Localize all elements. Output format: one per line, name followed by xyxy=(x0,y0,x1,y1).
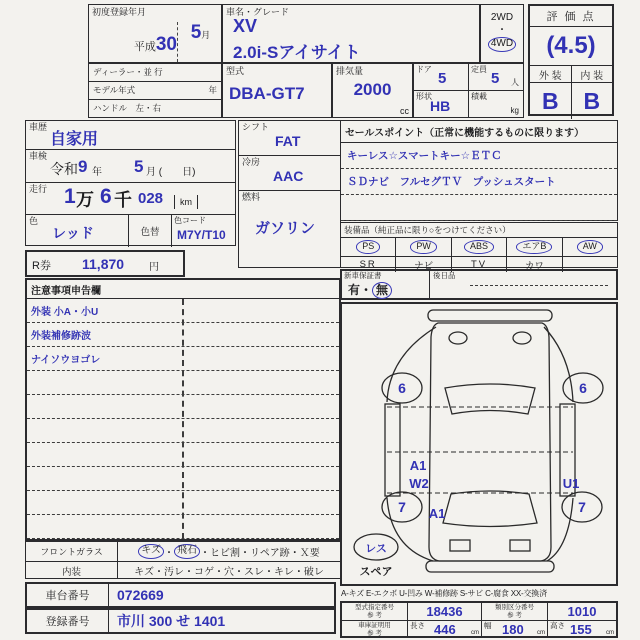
mileage-d1: 1 xyxy=(64,185,76,208)
car-model: XV xyxy=(233,16,258,36)
sales-point-line: キーレス☆スマートキー☆ＥＴＣ xyxy=(347,150,502,162)
ac-value: AAC xyxy=(273,168,304,184)
notes-panel xyxy=(25,278,341,541)
windshield-label: フロントガラス xyxy=(26,542,118,561)
warranty-box xyxy=(340,269,618,300)
interior-cond-label: 内装 xyxy=(26,562,118,579)
history-value: 自家用 xyxy=(50,131,99,148)
tire-depth-rl: 7 xyxy=(398,499,406,515)
capacity-value: 5 xyxy=(491,70,500,87)
left-front-fender xyxy=(387,327,436,402)
dealer-rows-box xyxy=(88,63,222,118)
sales-points-title: セールスポイント（正常に機能するものに限ります） xyxy=(341,121,617,143)
equip-tv: TV xyxy=(452,257,507,272)
rear-bumper xyxy=(426,561,554,572)
type-designation-value: 18436 xyxy=(408,603,482,620)
car-top-view-diagram xyxy=(342,304,616,584)
width-unit: cm xyxy=(537,630,545,636)
mileage-d2: 6 xyxy=(100,185,112,208)
warranty-label: 新車保証書 xyxy=(344,271,382,280)
damage-mark-a1-lower: A1 xyxy=(428,506,446,521)
notes-line: 外装 小A・小U xyxy=(31,307,99,318)
reference-table xyxy=(340,601,618,638)
notes-line: 外装補修跡波 xyxy=(31,331,91,342)
class-number-value: 1010 xyxy=(567,604,597,619)
score-box xyxy=(528,4,614,116)
car-body-outline xyxy=(429,323,551,561)
drive-2wd: 2WD xyxy=(490,12,514,23)
displacement-value: 2000 xyxy=(353,80,392,99)
mileage-unit: km xyxy=(174,195,198,209)
first-registration-label: 初度登録年月 xyxy=(92,7,147,17)
spare-less-badge: レス xyxy=(365,543,387,555)
sales-point-empty-line xyxy=(341,195,617,221)
interior-cond-value: キズ・汚レ・コゲ・穴・スレ・キレ・破レ xyxy=(134,567,324,578)
damage-diagram-panel xyxy=(340,302,618,586)
shape-label: 形状 xyxy=(416,92,432,101)
type-designation-sublabel: 参 考 xyxy=(367,611,382,619)
rear-window-shape xyxy=(443,491,537,527)
left-rear-fender xyxy=(387,498,433,561)
chassis-number-box xyxy=(25,582,336,608)
drive-dot: ・ xyxy=(497,24,507,36)
registration-number-box xyxy=(25,608,336,634)
length-unit: cm xyxy=(471,630,479,636)
notes-line: ナイソウヨゴレ xyxy=(31,355,101,366)
doors-label: ドア xyxy=(416,65,432,74)
right-front-fender xyxy=(544,327,573,402)
registration-number-label: 登録番号 xyxy=(27,610,109,632)
inspection-era: 令和 xyxy=(50,161,78,177)
interior-grade: B xyxy=(583,87,601,114)
drive-type-box xyxy=(480,4,524,63)
r-ticket-label: R券 xyxy=(32,260,51,272)
reg-year: 30 xyxy=(155,34,177,55)
car-name-box xyxy=(222,4,480,63)
chassis-number-value: 072669 xyxy=(117,587,164,603)
shape-value: HB xyxy=(430,98,451,114)
vehicle-info-panel xyxy=(25,120,236,246)
height-value: 155 xyxy=(570,622,592,637)
width-value: 180 xyxy=(502,622,524,637)
payload-label: 積載 xyxy=(471,92,487,101)
handle-row: ハンドル 左・右 xyxy=(93,103,162,113)
first-registration-box xyxy=(88,4,222,63)
equip-sr: SR xyxy=(341,257,396,272)
reg-month-unit: 月 xyxy=(201,30,211,40)
car-name-label: 車名・グレード xyxy=(226,7,290,17)
left-taillight xyxy=(450,540,470,551)
right-taillight xyxy=(510,540,530,551)
later-items-blank-line xyxy=(470,285,608,286)
equip-aw-circled: AW xyxy=(577,240,603,253)
color-change-label: 色替 xyxy=(129,215,172,247)
model-code-box xyxy=(222,63,332,118)
width-label: 幅 xyxy=(484,621,492,630)
drivetrain-box xyxy=(238,120,341,268)
ac-label: 冷房 xyxy=(242,157,261,167)
condition-box xyxy=(25,541,341,579)
car-grade: 2.0i-Sアイサイト xyxy=(233,43,361,62)
displacement-label: 排気量 xyxy=(336,66,364,76)
drive-4wd-circled: 4WD xyxy=(488,37,516,52)
tire-depth-fr: 6 xyxy=(579,380,587,396)
inspection-label: 車検 xyxy=(29,151,48,161)
model-year-label: モデル年式 xyxy=(93,85,136,95)
sales-points-panel xyxy=(340,120,618,221)
damage-mark-u1: U1 xyxy=(562,476,580,491)
door-capacity-grid xyxy=(413,63,524,118)
front-bumper xyxy=(428,310,552,321)
model-code-value: DBA-GT7 xyxy=(229,84,305,103)
warranty-dot: ・ xyxy=(360,283,373,297)
capacity-unit: 人 xyxy=(511,78,519,87)
tire-depth-fl: 6 xyxy=(398,380,406,396)
registration-number-value: 市川 300 せ 1401 xyxy=(117,613,226,629)
shift-value: FAT xyxy=(275,133,301,149)
spare-label: スペア xyxy=(359,566,393,578)
color-value: レッド xyxy=(52,225,94,241)
history-label: 車歴 xyxy=(29,122,48,132)
r-ticket-unit: 円 xyxy=(149,262,159,273)
right-mirror xyxy=(513,332,531,344)
tire-depth-rr: 7 xyxy=(578,499,586,515)
damage-legend: A-キズ E-エクボ U-凹み W-補修跡 S-サビ C-腐食 XX-交換済 xyxy=(341,589,547,598)
inspection-year-unit: 年 xyxy=(92,167,102,178)
fuel-value: ガソリン xyxy=(255,220,316,237)
reg-era: 平成 xyxy=(133,41,156,53)
later-items-label: 後日品 xyxy=(433,271,456,280)
score-label: 評 価 点 xyxy=(530,6,612,27)
type-designation-label: 型式指定番号 xyxy=(355,604,394,611)
exterior-grade-label: 外 装 xyxy=(530,66,572,82)
exterior-grade: B xyxy=(530,83,572,119)
displacement-unit: cc xyxy=(400,106,409,116)
height-unit: cm xyxy=(606,630,614,636)
recycle-ticket-box xyxy=(25,250,185,277)
equip-airbag-circled: エアB xyxy=(516,240,552,253)
equip-pw-circled: PW xyxy=(410,240,437,253)
class-number-sublabel: 参 考 xyxy=(507,611,522,619)
equip-ps-circled: PS xyxy=(356,240,380,253)
length-value: 446 xyxy=(434,622,456,637)
left-mirror xyxy=(449,332,467,344)
model-code-label: 型式 xyxy=(226,66,245,76)
windshield-scratch-circled: キズ xyxy=(138,544,164,559)
r-ticket-value: 11,870 xyxy=(82,256,125,272)
model-year-unit: 年 xyxy=(208,85,217,95)
score-value: (4.5) xyxy=(546,32,596,59)
inspection-year: 9 xyxy=(78,157,88,176)
dealer-row: ディーラー・並 行 xyxy=(89,64,221,82)
warranty-none-circled: 無 xyxy=(372,282,392,299)
windshield-rest: ・ヒビ割・リペア跡・Ｘ要 xyxy=(200,548,320,559)
length-label: 長さ xyxy=(410,621,425,630)
equip-navi: ナビ xyxy=(396,257,451,272)
damage-mark-a1-upper: A1 xyxy=(409,458,427,473)
warranty-has: 有 xyxy=(348,283,361,297)
shift-label: シフト xyxy=(242,122,270,132)
chassis-number-label: 車台番号 xyxy=(27,584,109,606)
height-label: 高さ xyxy=(550,621,565,630)
fuel-label: 燃料 xyxy=(242,192,261,202)
damage-mark-w2: W2 xyxy=(409,476,429,491)
color-code-value: M7Y/T10 xyxy=(177,228,226,242)
payload-unit: kg xyxy=(510,106,519,115)
reg-month: 5 xyxy=(190,22,202,43)
mileage-d3: 028 xyxy=(138,190,164,207)
class-number-label: 類別区分番号 xyxy=(495,604,534,611)
inspection-tail: 月 ( 日) xyxy=(146,167,196,178)
garage-cert-label: 車庫証明用 xyxy=(358,622,391,629)
displacement-box xyxy=(332,63,413,118)
notes-vertical-divider xyxy=(182,299,184,539)
windshield-dot: ・ xyxy=(164,548,174,559)
mileage-u1: 万 xyxy=(76,190,94,210)
garage-cert-sublabel: 参 考 xyxy=(367,629,382,637)
sales-point-line: ＳＤナビ フルセグＴＶ プッシュスタート xyxy=(347,176,556,188)
doors-value: 5 xyxy=(438,70,447,87)
inspection-month: 5 xyxy=(134,157,144,176)
windshield-stonechip-circled: 飛石 xyxy=(174,544,200,559)
equipment-panel xyxy=(340,222,618,272)
capacity-label: 定員 xyxy=(471,65,487,74)
mileage-u2: 千 xyxy=(114,190,132,210)
mileage-label: 走行 xyxy=(29,184,48,194)
windshield-shape xyxy=(445,384,535,414)
notes-title: 注意事項申告欄 xyxy=(27,280,339,299)
equipment-title: 装備品（純正品に限り○をつけてください） xyxy=(341,223,617,238)
color-code-label: 色コード xyxy=(174,216,206,225)
interior-grade-label: 内 装 xyxy=(580,70,604,82)
equip-leather: カワ xyxy=(507,257,562,272)
color-label: 色 xyxy=(29,216,39,226)
left-side-panel xyxy=(385,404,400,496)
equip-abs-circled: ABS xyxy=(464,240,494,253)
